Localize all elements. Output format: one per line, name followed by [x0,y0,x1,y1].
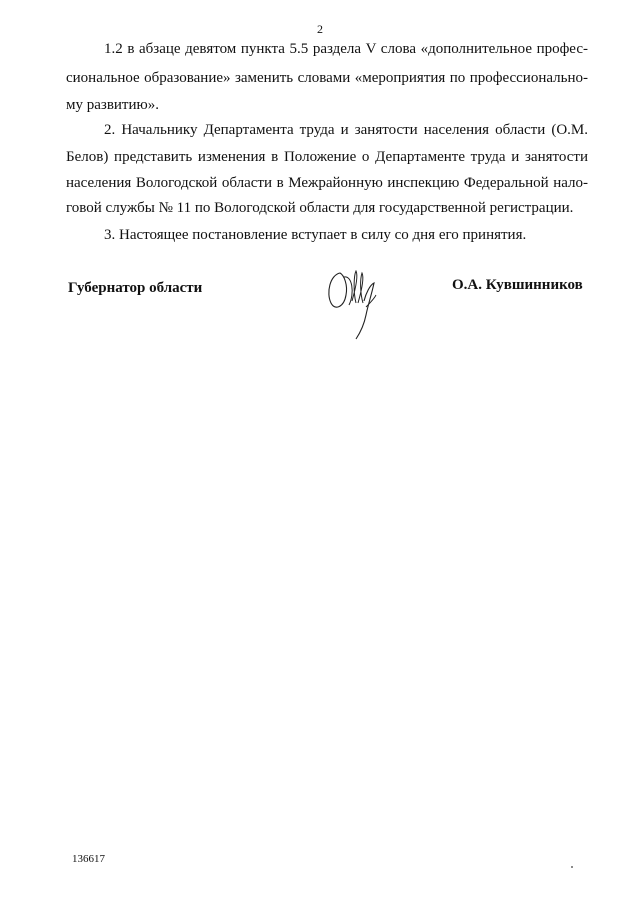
paragraph-2-line-3: населения Вологодской области в Межрайонную инспекцию Федеральной нало- [66,175,588,191]
page-number: 2 [317,22,323,36]
paragraph-1-line-2: сиональное образование» заменить словами «мероприятия по профессионально- [66,70,588,86]
signatory-name: О.А. Кувшинников [452,277,583,293]
paragraph-2-line-4: говой службы № 11 по Вологодской области для государственной регистрации. [66,200,574,216]
signatory-position: Губернатор области [68,280,203,296]
paragraph-3-line-1: 3. Настоящее постановление вступает в силу со дня его принятия. [104,227,527,243]
paragraph-2-line-1: 2. Начальнику Департамента труда и занятости населения области (О.М. [104,122,588,138]
document-code: 136617 [72,853,105,865]
paragraph-2-line-2: Белов) представить изменения в Положение о Департаменте труда и занятости [66,149,588,165]
paragraph-1-line-1: 1.2 в абзаце девятом пункта 5.5 раздела V слова «дополнительное профес- [104,41,588,57]
paragraph-1-line-3: му развитию». [66,97,159,113]
scan-speck [571,866,573,868]
handwritten-signature [322,263,384,343]
